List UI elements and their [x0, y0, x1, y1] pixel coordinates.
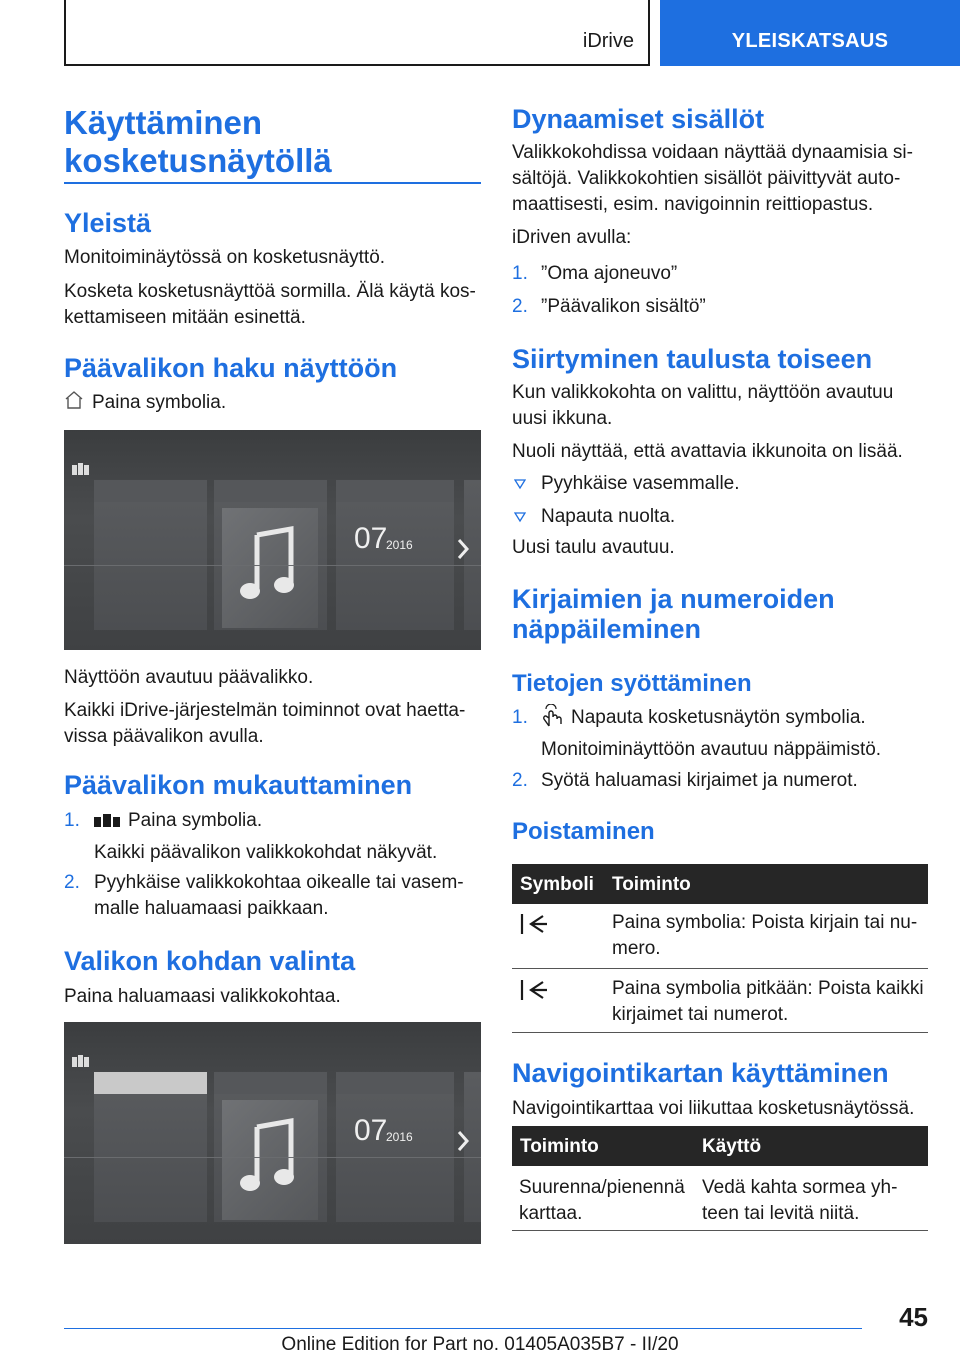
- home-icon: [64, 390, 84, 410]
- screen-divider: [64, 1157, 481, 1158]
- list-text: Paina symbolia.: [128, 810, 263, 831]
- table-cell: Paina symbolia: Poista kirjain tai nu-: [612, 912, 918, 933]
- table-header: [512, 864, 928, 904]
- paragraph: uusi ikkuna.: [512, 408, 613, 429]
- list-number: 1.: [512, 263, 528, 284]
- list-text: Kaikki päävalikon valikkokohdat näkyvät.: [94, 842, 438, 863]
- list-text: Napauta nuolta.: [541, 506, 676, 527]
- table-cell: kirjaimet tai numerot.: [612, 1004, 789, 1025]
- heading-kirjaimet: [512, 584, 835, 644]
- menu-tile-head-selected: [94, 1072, 207, 1094]
- table-cell: Suurenna/pienennä: [519, 1177, 685, 1198]
- list-text: Pyyhkäise valikkokohtaa oikealle tai vasem-: [94, 872, 464, 893]
- heading-line: näppäileminen: [512, 614, 702, 644]
- paragraph: Uusi taulu avautuu.: [512, 537, 675, 558]
- table-row-divider: [512, 968, 928, 969]
- table-header: [512, 1126, 928, 1166]
- list-number: 1.: [64, 810, 80, 831]
- main-menu-screenshot: [64, 430, 481, 650]
- table-cell: mero.: [612, 938, 661, 959]
- heading-siirtyminen: Siirtyminen taulusta toiseen: [512, 344, 873, 374]
- list-number: 2.: [512, 296, 528, 317]
- table-cell: Vedä kahta sormea yh-: [702, 1177, 898, 1198]
- heading-poistaminen: Poistaminen: [512, 818, 655, 845]
- paragraph: vissa päävalikon avulla.: [64, 726, 264, 747]
- list-text: malle haluamaasi paikkaan.: [94, 898, 329, 919]
- menu-tile-head: [336, 1072, 454, 1094]
- table-cell: Paina symbolia pitkään: Poista kaikki: [612, 978, 924, 999]
- date-number: 07: [354, 1114, 388, 1147]
- date-year: 2016: [386, 538, 413, 552]
- menu-tile-head: [214, 1072, 327, 1094]
- page-number: 45: [899, 1302, 928, 1332]
- list-number: 1.: [512, 707, 528, 728]
- paragraph: Näyttöön avautuu päävalikko.: [64, 667, 314, 688]
- delete-backspace-icon: [519, 978, 549, 1002]
- list-text: Syötä haluamasi kirjaimet ja numerot.: [541, 770, 858, 791]
- table-header-cell: Symboli: [520, 874, 594, 895]
- header-box: [64, 0, 650, 66]
- delete-backspace-icon: [519, 912, 549, 936]
- menu-tile-head: [214, 480, 327, 502]
- title-rule: [64, 182, 481, 184]
- paragraph: Kaikki iDrive-järjestelmän toiminnot ovat haetta-: [64, 700, 466, 721]
- touch-finger-icon: [541, 704, 563, 728]
- menu-tile-head: [336, 480, 454, 502]
- list-text: ”Oma ajoneuvo”: [541, 263, 678, 284]
- paragraph: Kun valikkokohta on valittu, näyttöön avautuu: [512, 382, 894, 403]
- main-menu-screenshot-selected: [64, 1022, 481, 1244]
- menu-tile-head: [94, 480, 207, 502]
- table-cell: teen tai levitä niitä.: [702, 1203, 860, 1224]
- heading-tietojen: Tietojen syöttäminen: [512, 670, 752, 697]
- screen-divider: [64, 565, 481, 566]
- table-header-cell: Toiminto: [520, 1136, 599, 1157]
- paragraph: iDriven avulla:: [512, 227, 632, 248]
- paragraph: maattisesti, esim. navigoinnin reittiopastus.: [512, 194, 874, 215]
- footer-rule: [64, 1328, 862, 1329]
- list-number: 2.: [64, 872, 80, 893]
- table-row-divider: [512, 1230, 928, 1231]
- paragraph: Valikkokohdissa voidaan näyttää dynaamisia si-: [512, 142, 913, 163]
- heading-paavalikon-haku: Päävalikon haku näyttöön: [64, 353, 398, 383]
- chevron-right-icon[interactable]: [456, 1130, 470, 1152]
- heading-line: Kirjaimien ja numeroiden: [512, 584, 835, 614]
- footer-edition: Online Edition for Part no. 01405A035B7 - II/20: [281, 1334, 679, 1355]
- header-tab[interactable]: [660, 0, 960, 66]
- menu-icon: [72, 463, 90, 477]
- chevron-right-icon[interactable]: [456, 538, 470, 560]
- header-section-label: iDrive: [582, 30, 634, 52]
- date-number: 07: [354, 522, 388, 555]
- menu-tile-vehicle: [94, 1072, 207, 1222]
- paragraph: Navigointikarttaa voi liikuttaa kosketusnäytössä.: [512, 1098, 915, 1119]
- paragraph: kettamiseen mitään esinettä.: [64, 307, 306, 328]
- heading-valinta: Valikon kohdan valinta: [64, 946, 356, 976]
- list-text: Napauta kosketusnäytön symbolia.: [571, 707, 866, 728]
- page-title-line1: Käyttäminen: [64, 104, 263, 141]
- page-title-line2: kosketusnäytöllä: [64, 142, 332, 179]
- paragraph: Nuoli näyttää, että avattavia ikkunoita on lisää.: [512, 441, 903, 462]
- header-tab-label: YLEISKATSAUS: [731, 30, 889, 52]
- list-text: Pyyhkäise vasemmalle.: [541, 473, 740, 494]
- page-title: [64, 104, 332, 180]
- table-row-divider: [512, 1032, 928, 1033]
- paragraph: Paina symbolia.: [92, 392, 227, 413]
- date-year: 2016: [386, 1130, 413, 1144]
- table-header-cell: Toiminto: [612, 874, 691, 895]
- paragraph: sältöjä. Valikkokohtien sisällöt päivittyvät auto-: [512, 168, 901, 189]
- bullet-triangle-icon: [514, 478, 526, 490]
- list-text: Monitoiminäyttöön avautuu näppäimistö.: [541, 739, 882, 760]
- list-text: ”Päävalikon sisältö”: [541, 296, 706, 317]
- menu-icon: [94, 812, 120, 830]
- heading-yleista: Yleistä: [64, 208, 152, 238]
- table-header-cell: Käyttö: [702, 1136, 762, 1157]
- bullet-triangle-icon: [514, 511, 526, 523]
- heading-dynaamiset: Dynaamiset sisällöt: [512, 104, 765, 134]
- heading-mukauttaminen: Päävalikon mukauttaminen: [64, 770, 413, 800]
- menu-icon: [72, 1055, 90, 1069]
- paragraph: Kosketa kosketusnäyttöä sormilla. Älä käytä kos-: [64, 281, 476, 302]
- heading-navigointi: Navigointikartan käyttäminen: [512, 1058, 889, 1088]
- paragraph: Monitoiminäytössä on kosketusnäyttö.: [64, 247, 386, 268]
- table-cell: karttaa.: [519, 1203, 583, 1224]
- menu-tile-vehicle: [94, 480, 207, 630]
- paragraph: Paina haluamaasi valikkokohtaa.: [64, 986, 341, 1007]
- list-number: 2.: [512, 770, 528, 791]
